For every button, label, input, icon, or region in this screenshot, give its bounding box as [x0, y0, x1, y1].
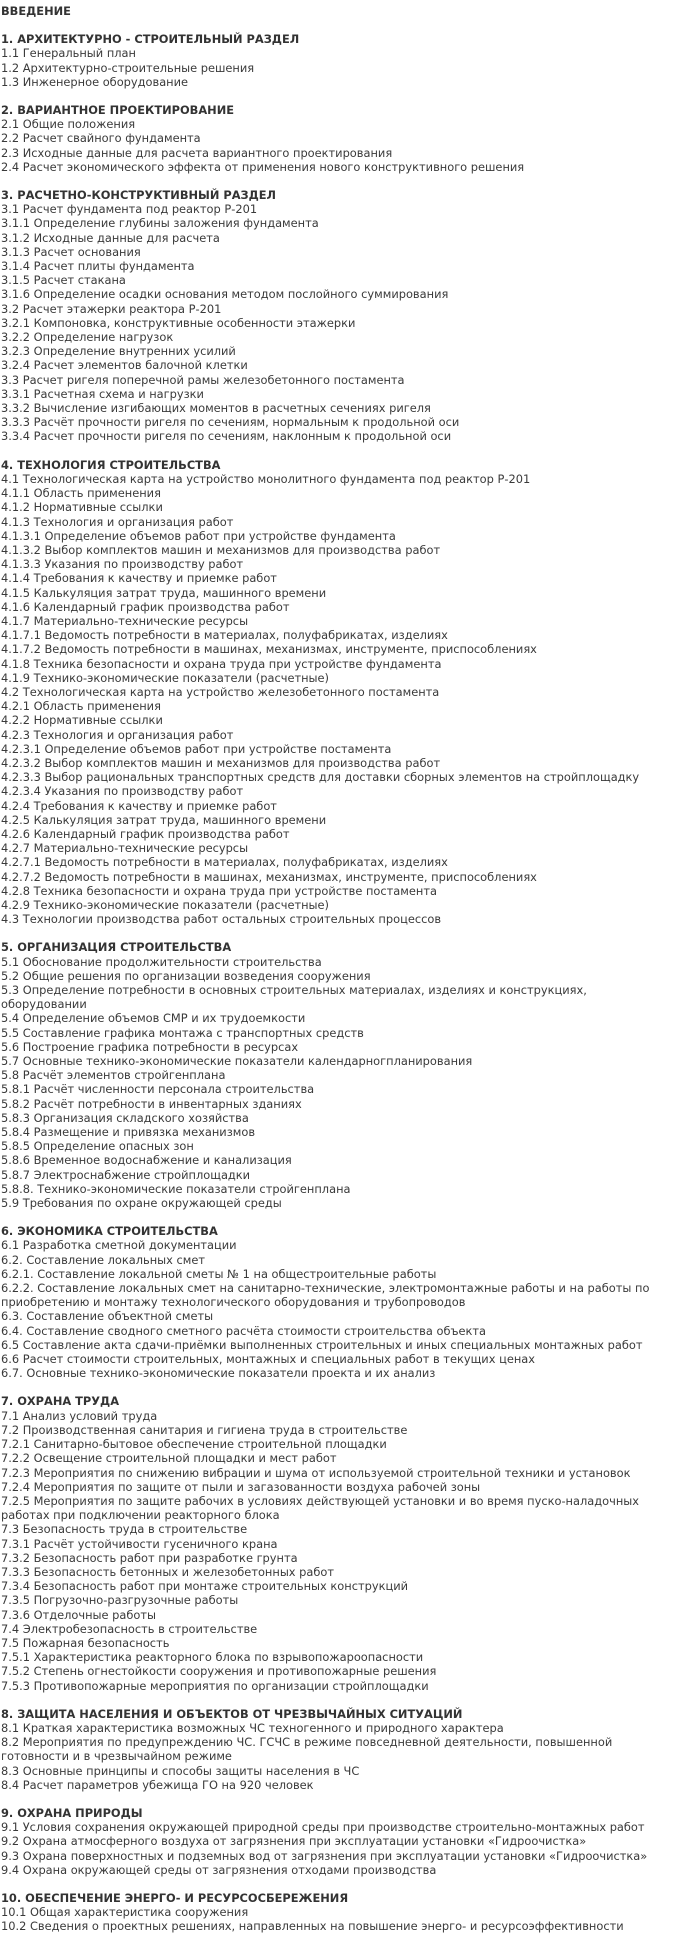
sections-list — [1, 32, 671, 1933]
toc-section — [1, 103, 671, 174]
toc-item: 4.1.3.1 Определение объемов работ при устройстве фундамента — [1, 528, 396, 543]
toc-item: 3.1.3 Расчет основания — [1, 244, 141, 259]
toc-item: 5.8.8. Технико-экономические показатели стройгенплана — [1, 1181, 351, 1196]
toc-item: 4.1.9 Технико-экономические показатели (расчетные) — [1, 670, 329, 685]
toc-item: 4.2.9 Технико-экономические показатели (расчетные) — [1, 897, 329, 912]
toc-item: 4.2.2 Нормативные ссылки — [1, 713, 163, 728]
toc-item: 8.4 Расчет параметров убежища ГО на 920 человек — [1, 1777, 314, 1792]
toc-item: 6.3. Составление объектной сметы — [1, 1309, 214, 1324]
toc-item: 3.2.4 Расчет элементов балочной клетки — [1, 358, 248, 373]
toc-item: 2.4 Расчет экономического эффекта от применения нового конструктивного решения — [1, 159, 525, 174]
toc-item: 4.2.3.1 Определение объемов работ при устройстве постамента — [1, 741, 392, 756]
toc-item: 4.2.3.4 Указания по производству работ — [1, 784, 244, 799]
toc-item: 7.2.1 Санитарно-бытовое обеспечение строительной площадки — [1, 1437, 387, 1452]
toc-item: 3.3.1 Расчетная схема и нагрузки — [1, 386, 204, 401]
toc-item: 7.2.5 Мероприятия по защите рабочих в условиях действующей установки и во время пуско-наладочных работах при подключении реакторного блока — [1, 1493, 640, 1523]
toc-item: 8.1 Краткая характеристика возможных ЧС техногенного и природного характера — [1, 1720, 504, 1735]
toc-item: 4.2.5 Калькуляция затрат труда, машинного времени — [1, 812, 327, 827]
toc-section — [1, 1707, 671, 1792]
toc-item: 5.8.3 Организация складского хозяйства — [1, 1110, 249, 1125]
toc-item: 1.2 Архитектурно-строительные решения — [1, 60, 255, 75]
toc-item: 5.3 Определение потребности в основных строительных материалах, изделиях и конструкциях, оборудовании — [1, 983, 587, 1012]
toc-item: 9.1 Условия сохранения окружающей природной среды при производстве строительно-монтажных работ — [1, 1820, 645, 1835]
toc-item: 6.2.2. Составление локальных смет на санитарно-технические, электромонтажные работы и на работы по приобретению и монтажу технологического оборудования и трубопроводов — [1, 1281, 650, 1310]
section-title: 8. ЗАЩИТА НАСЕЛЕНИЯ И ОБЪЕКТОВ ОТ ЧРЕЗВЫЧАЙНЫХ СИТУАЦИЙ — [1, 1706, 463, 1721]
toc-item: 3.1 Расчет фундамента под реактор Р-201 — [1, 202, 258, 217]
toc-item: 4.2.3.3 Выбор рациональных транспортных средств для доставки сборных элементов на стройплощадку — [1, 770, 640, 785]
toc-item: 4.2.3 Технология и организация работ — [1, 727, 234, 742]
toc-item: 4.1.7.1 Ведомость потребности в материалах, полуфабрикатах, изделиях — [1, 628, 448, 643]
toc-item: 4.1.1 Область применения — [1, 486, 161, 501]
section-title: 2. ВАРИАНТНОЕ ПРОЕКТИРОВАНИЕ — [1, 103, 235, 118]
toc-item: 4.2.8 Техника безопасности и охрана труда при устройстве постамента — [1, 883, 437, 898]
toc-item: 4.1.5 Калькуляция затрат труда, машинного времени — [1, 585, 327, 600]
toc-item: 7.3.3 Безопасность бетонных и железобетонных работ — [1, 1564, 335, 1579]
toc-item: 5.8.2 Расчёт потребности в инвентарных зданиях — [1, 1096, 302, 1111]
toc-item: 5.8 Расчёт элементов стройгенплана — [1, 1068, 226, 1083]
toc-item: 3.2 Расчет этажерки реактора Р-201 — [1, 301, 222, 316]
toc-item: 4.1.3 Технология и организация работ — [1, 514, 234, 529]
toc-item: 4.2.6 Календарный график производства работ — [1, 826, 290, 841]
toc-item: 1.1 Генеральный план — [1, 46, 136, 61]
section-title: 1. АРХИТЕКТУРНО - СТРОИТЕЛЬНЫЙ РАЗДЕЛ — [1, 32, 300, 47]
toc-item: 7.3.5 Погрузочно-разгрузочные работы — [1, 1593, 239, 1608]
toc-item: 4.1 Технологическая карта на устройство монолитного фундамента под реактор Р-201 — [1, 471, 531, 486]
toc-item: 4.1.3.3 Указания по производству работ — [1, 557, 244, 572]
toc-item: 8.3 Основные принципы и способы защиты населения в ЧС — [1, 1763, 360, 1778]
toc-section — [1, 1224, 671, 1380]
toc-item: 3.2.3 Определение внутренних усилий — [1, 344, 236, 359]
toc-item: 6.4. Составление сводного сметного расчёта стоимости строительства объекта — [1, 1323, 487, 1338]
toc-item: 6.2.1. Составление локальной сметы № 1 на общестроительные работы — [1, 1266, 437, 1281]
toc-item: 8.2 Мероприятия по предупреждению ЧС. ГСЧС в режиме повседневной деятельности, повышенной готовности и в чрезвычайном режиме — [1, 1735, 613, 1764]
toc-item: 3.1.5 Расчет стакана — [1, 273, 126, 288]
toc-item: 2.3 Исходные данные для расчета вариантного проектирования — [1, 145, 393, 160]
toc-item: 5.5 Составление графика монтажа с транспортных средств — [1, 1025, 364, 1040]
toc-item: 1.3 Инженерное оборудование — [1, 74, 189, 89]
toc-item: 3.1.2 Исходные данные для расчета — [1, 230, 220, 245]
toc-item: 9.2 Охрана атмосферного воздуха от загрязнения при эксплуатации установки «Гидроочистка» — [1, 1834, 587, 1849]
toc-item: 7.5.2 Степень огнестойкости сооружения и противопожарные решения — [1, 1664, 437, 1679]
toc-item: 4.2.3.2 Выбор комплектов машин и механизмов для производства работ — [1, 755, 441, 770]
toc-section — [1, 32, 671, 89]
toc-section — [1, 458, 671, 927]
toc-item: 7.3.1 Расчёт устойчивости гусеничного крана — [1, 1536, 278, 1551]
toc-item: 5.9 Требования по охране окружающей среды — [1, 1196, 282, 1211]
toc-item: 7.3.4 Безопасность работ при монтаже строительных конструкций — [1, 1579, 409, 1594]
toc-section — [1, 1394, 671, 1692]
toc-item: 5.8.7 Электроснабжение стройплощадки — [1, 1167, 251, 1182]
toc-item: 4.1.4 Требования к качеству и приемке работ — [1, 571, 277, 586]
toc-item: 5.1 Обоснование продолжительности строительства — [1, 954, 322, 969]
toc-item: 3.2.2 Определение нагрузок — [1, 330, 174, 345]
toc-item: 5.4 Определение объемов СМР и их трудоемкости — [1, 1011, 306, 1026]
section-title: 10. ОБЕСПЕЧЕНИЕ ЭНЕРГО- И РЕСУРСОСБЕРЕЖЕНИЯ — [1, 1890, 349, 1905]
toc-item: 6.6 Расчет стоимости строительных, монтажных и специальных работ в текущих ценах — [1, 1352, 535, 1367]
toc-item: 7.2.2 Освещение строительной площадки и мест работ — [1, 1451, 337, 1466]
toc-item: 5.6 Построение графика потребности в ресурсах — [1, 1039, 299, 1054]
toc-section — [1, 940, 671, 1210]
toc-item: 7.4 Электробезопасность в строительстве — [1, 1621, 258, 1636]
toc-item: 7.5 Пожарная безопасность — [1, 1635, 170, 1650]
toc-item: 4.2.1 Область применения — [1, 699, 161, 714]
toc-item: 5.7 Основные технико-экономические показатели календарногпланирования — [1, 1054, 473, 1069]
toc-item: 3.3.3 Расчёт прочности ригеля по сечениям, нормальным к продольной оси — [1, 415, 460, 430]
toc-item: 3.3.2 Вычисление изгибающих моментов в расчетных сечениях ригеля — [1, 401, 431, 416]
toc-item: 4.1.2 Нормативные ссылки — [1, 500, 163, 515]
toc-item: 7.2.3 Мероприятия по снижению вибрации и шума от используемой строительной техники и установок — [1, 1465, 631, 1480]
toc-section — [1, 1891, 671, 1934]
toc-item: 6.1 Разработка сметной документации — [1, 1238, 237, 1253]
section-title: 9. ОХРАНА ПРИРОДЫ — [1, 1805, 143, 1820]
toc-item: 3.2.1 Компоновка, конструктивные особенности этажерки — [1, 315, 356, 330]
toc-item: 3.3 Расчет ригеля поперечной рамы железобетонного постамента — [1, 372, 405, 387]
toc-item: 5.2 Общие решения по организации возведения сооружения — [1, 968, 371, 983]
toc-item: 7.5.1 Характеристика реакторного блока по взрывопожароопасности — [1, 1650, 424, 1665]
section-title: 4. ТЕХНОЛОГИЯ СТРОИТЕЛЬСТВА — [1, 457, 221, 472]
toc-item: 7.3 Безопасность труда в строительстве — [1, 1522, 248, 1537]
toc-item: 3.1.6 Определение осадки основания методом послойного суммирования — [1, 287, 449, 302]
section-title: 3. РАСЧЕТНО-КОНСТРУКТИВНЫЙ РАЗДЕЛ — [1, 188, 276, 203]
toc-item: 4.1.3.2 Выбор комплектов машин и механизмов для производства работ — [1, 542, 441, 557]
toc-item: 2.2 Расчет свайного фундамента — [1, 131, 201, 146]
toc-item: 2.1 Общие положения — [1, 117, 136, 132]
toc-item: 4.1.6 Календарный график производства работ — [1, 599, 290, 614]
toc-item: 7.1 Анализ условий труда — [1, 1408, 158, 1423]
toc-item: 3.1.1 Определение глубины заложения фундамента — [1, 216, 319, 231]
toc-item: 10.2 Сведения о проектных решениях, направленных на повышение энерго- и ресурсоэффективности — [1, 1919, 624, 1934]
toc-item: 4.1.7 Материально-технические ресурсы — [1, 613, 249, 628]
toc-item: 4.2.7.2 Ведомость потребности в машинах, механизмах, инструменте, приспособлениях — [1, 869, 537, 884]
toc-item: 4.2 Технологическая карта на устройство железобетонного постамента — [1, 684, 440, 699]
toc-item: 3.3.4 Расчет прочности ригеля по сечениям, наклонным к продольной оси — [1, 429, 452, 444]
toc-section — [1, 1806, 671, 1877]
toc-item: 7.2.4 Мероприятия по защите от пыли и загазованности воздуха рабочей зоны — [1, 1479, 481, 1494]
toc-item: 10.1 Общая характеристика сооружения — [1, 1905, 249, 1920]
toc-item: 5.8.5 Определение опасных зон — [1, 1139, 194, 1154]
section-title: 5. ОРГАНИЗАЦИЯ СТРОИТЕЛЬСТВА — [1, 940, 232, 955]
intro-heading: ВВЕДЕНИЕ — [1, 4, 71, 18]
section-title: 6. ЭКОНОМИКА СТРОИТЕЛЬСТВА — [1, 1224, 218, 1239]
toc-item: 4.2.4 Требования к качеству и приемке работ — [1, 798, 277, 813]
toc-section — [1, 188, 671, 444]
toc-item: 6.2. Составление локальных смет — [1, 1252, 206, 1267]
toc-item: 5.8.4 Размещение и привязка механизмов — [1, 1125, 256, 1140]
toc-item: 7.2 Производственная санитария и гигиена труда в строительстве — [1, 1422, 408, 1437]
toc-item: 9.3 Охрана поверхностных и подземных вод от загрязнения при эксплуатации установки «Гидроочистка» — [1, 1848, 648, 1863]
toc-item: 4.1.7.2 Ведомость потребности в машинах, механизмах, инструменте, приспособлениях — [1, 642, 537, 657]
toc-item: 4.2.7.1 Ведомость потребности в материалах, полуфабрикатах, изделиях — [1, 855, 448, 870]
toc-item: 6.7. Основные технико-экономические показатели проекта и их анализ — [1, 1366, 436, 1381]
toc-item: 4.3 Технологии производства работ остальных строительных процессов — [1, 912, 442, 927]
toc-item: 7.5.3 Противопожарные мероприятия по организации стройплощадки — [1, 1678, 429, 1693]
toc-item: 5.8.6 Временное водоснабжение и канализация — [1, 1153, 292, 1168]
section-title: 7. ОХРАНА ТРУДА — [1, 1394, 120, 1409]
toc-item: 7.3.6 Отделочные работы — [1, 1607, 156, 1622]
toc-item: 4.2.7 Материально-технические ресурсы — [1, 841, 249, 856]
toc-item: 7.3.2 Безопасность работ при разработке грунта — [1, 1550, 298, 1565]
toc-item: 6.5 Составление акта сдачи-приёмки выполненных строительных и иных специальных монтажных работ — [1, 1337, 643, 1352]
toc-item: 4.1.8 Техника безопасности и охрана труда при устройстве фундамента — [1, 656, 442, 671]
toc-item: 5.8.1 Расчёт численности персонала строительства — [1, 1082, 315, 1097]
toc-item: 3.1.4 Расчет плиты фундамента — [1, 259, 195, 274]
toc-item: 9.4 Охрана окружающей среды от загрязнения отходами производства — [1, 1862, 437, 1877]
